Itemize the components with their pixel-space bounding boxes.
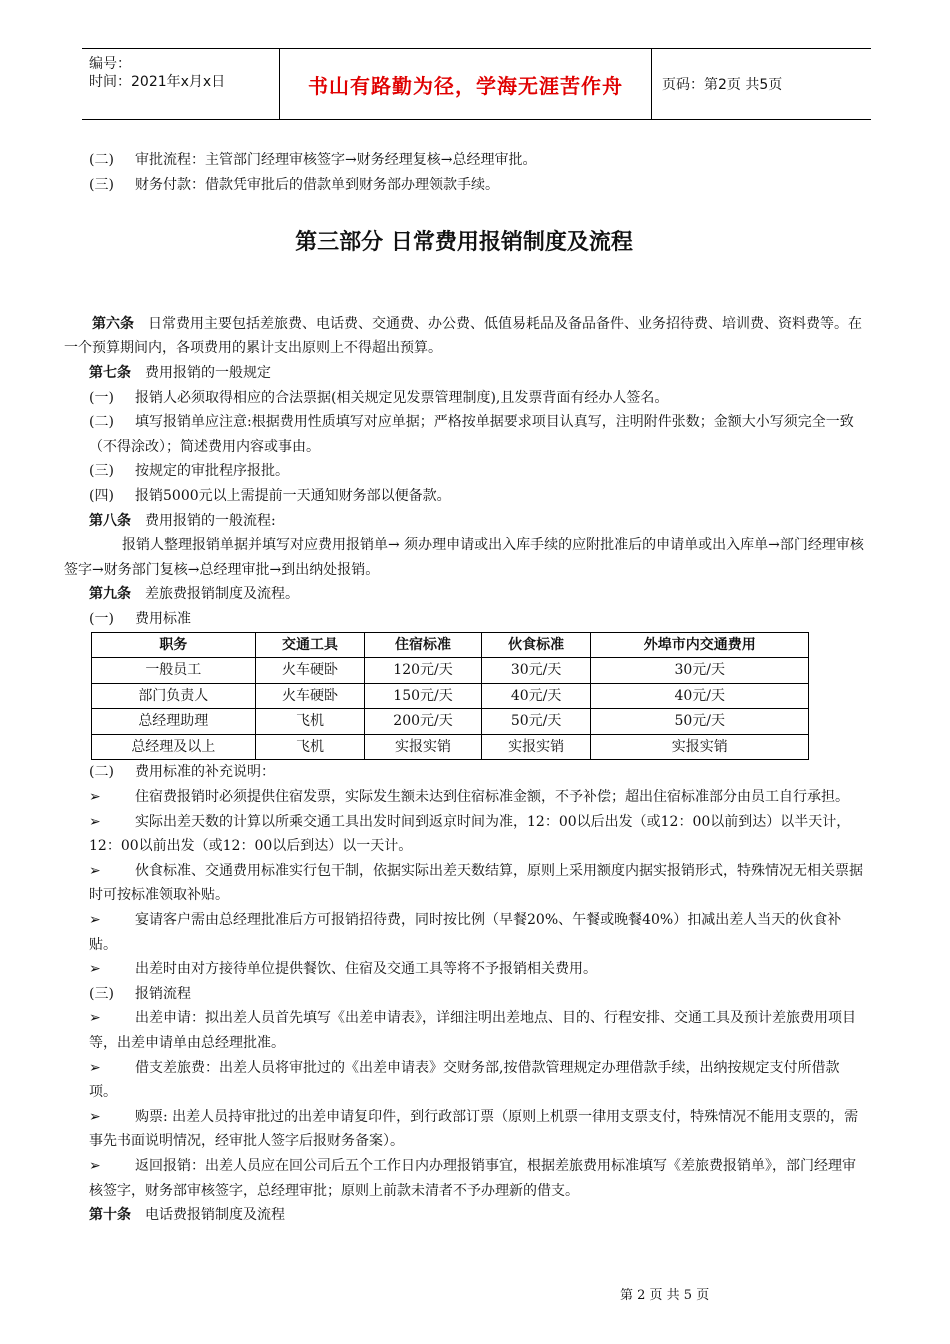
table-header: 伙食标准 [481,632,591,658]
article-8-body: 报销人整理报销单据并填写对应费用报销单→ 须办理申请或出入库手续的应附批准后的申请单或出入库单→部门经理审核签字→财务部门复核→总经理审批→到出纳处报销。 [64,537,864,578]
list-item: (二) 费用标准的补充说明： [89,764,275,781]
table-header: 交通工具 [255,632,365,658]
article-9: 第九条 差旅费报销制度及流程。 [89,586,299,603]
header-page-label: 页码：第2页 共5页 [662,77,783,93]
arrow-bullet-icon: ➢ [89,1010,101,1027]
arrow-bullet-icon: ➢ [89,813,101,830]
list-item: (一) 费用标准 [89,610,191,627]
page-header [82,48,871,120]
number-label: 编号： [89,56,131,72]
table-header: 住宿标准 [365,632,481,658]
header-meta [82,49,280,119]
table-row: 一般员工 火车硬卧 120元/天 30元/天 30元/天 [92,658,809,684]
bullet-item: ➢ 伙食标准、交通费用标准实行包干制，依据实际出差天数结算，原则上采用额度内据实报销形式，特殊情况无相关票据时可按标准领取补贴。 [64,859,864,908]
bullet-item: ➢ 实际出差天数的计算以所乘交通工具出发时间到返京时间为准，12：00以后出发（或12：00以前到达）以半天计，12：00以前出发（或12：00以后到达）以一天计。 [64,810,864,859]
list-item: (三) 财务付款：借款凭审批后的借款单到财务部办理领款手续。 [89,176,499,193]
bullet-item: ➢ 购票: 出差人员持审批过的出差申请复印件，到行政部订票（原则上机票一律用支票支付，特殊情况不能用支票的，需事先书面说明情况，经审批人签字后报财务备案）。 [64,1105,864,1154]
list-item: (二) 审批流程：主管部门经理审核签字→财务经理复核→总经理审批。 [89,152,537,168]
arrow-bullet-icon: ➢ [89,961,101,978]
page-footer: 第 2 页 共 5 页 [620,1288,710,1303]
table-header: 外埠市内交通费用 [591,632,809,658]
bullet-item: ➢ 出差申请：拟出差人员首先填写《出差申请表》，详细注明出差地点、目的、行程安排、交通工具及预计差旅费用项目等，出差申请单由总经理批准。 [64,1006,864,1055]
arrow-bullet-icon: ➢ [89,1108,101,1125]
article-8: 第八条 费用报销的一般流程: [89,512,276,529]
article-6: 第六条 日常费用主要包括差旅费、电话费、交通费、办公费、低值易耗品及备品备件、业务招待费、培训费、资料费等。在一个预算期间内，各项费用的累计支出原则上不得超出预算。 [64,315,862,357]
list-item: (四) 报销5000元以上需提前一天通知财务部以便备款。 [89,487,451,504]
table-row: 部门负责人 火车硬卧 150元/天 40元/天 40元/天 [92,683,809,709]
article-10: 第十条 电话费报销制度及流程 [89,1207,285,1224]
table-header: 职务 [92,632,256,658]
list-item: (三) 按规定的审批程序报批。 [89,463,289,480]
bullet-item: ➢ 借支差旅费：出差人员将审批过的《出差申请表》交财务部,按借款管理规定办理借款手续，出纳按规定支付所借款项。 [64,1056,864,1105]
table-header-row [92,632,809,658]
bullet-item: ➢ 返回报销：出差人员应在回公司后五个工作日内办理报销事宜，根据差旅费用标准填写《差旅费报销单》，部门经理审核签字，财务部审核签字，总经理审批；原则上前款未清者不予办理新的借支。 [64,1154,864,1203]
bullet-item: ➢ 宴请客户需由总经理批准后方可报销招待费，同时按比例（早餐20%、午餐或晚餐40%）扣减出差人当天的伙食补贴。 [64,908,864,957]
arrow-bullet-icon: ➢ [89,1059,101,1076]
header-motto: 书山有路勤为径，学海无涯苦作舟 [280,49,652,119]
document-body [64,148,864,1228]
table-row: 总经理及以上 飞机 实报实销 实报实销 实报实销 [92,734,809,760]
section-title: 第三部分 日常费用报销制度及流程 [295,230,633,256]
table-row: 总经理助理 飞机 200元/天 50元/天 50元/天 [92,709,809,735]
arrow-bullet-icon: ➢ [89,1157,101,1174]
arrow-bullet-icon: ➢ [89,912,101,929]
list-item: (二) 填写报销单应注意:根据费用性质填写对应单据；严格按单据要求项目认真写，注明附件张数；金额大小写须完全一致（不得涂改）；简述费用内容或事由。 [89,414,854,455]
list-item: (三) 报销流程 [89,985,191,1002]
list-item: (一) 报销人必须取得相应的合法票据(相关规定见发票管理制度),且发票背面有经办人签名。 [89,389,669,406]
arrow-bullet-icon: ➢ [89,789,101,806]
expense-standard-table [91,632,809,761]
bullet-item: ➢ 住宿费报销时必须提供住宿发票，实际发生额未达到住宿标准金额，不予补偿；超出住宿标准部分由员工自行承担。 [64,785,864,810]
article-7: 第七条 费用报销的一般规定 [89,364,271,381]
time-label: 时间：2021年x月x日 [89,74,226,90]
arrow-bullet-icon: ➢ [89,862,101,879]
bullet-item: ➢ 出差时由对方接待单位提供餐饮、住宿及交通工具等将不予报销相关费用。 [64,957,864,982]
